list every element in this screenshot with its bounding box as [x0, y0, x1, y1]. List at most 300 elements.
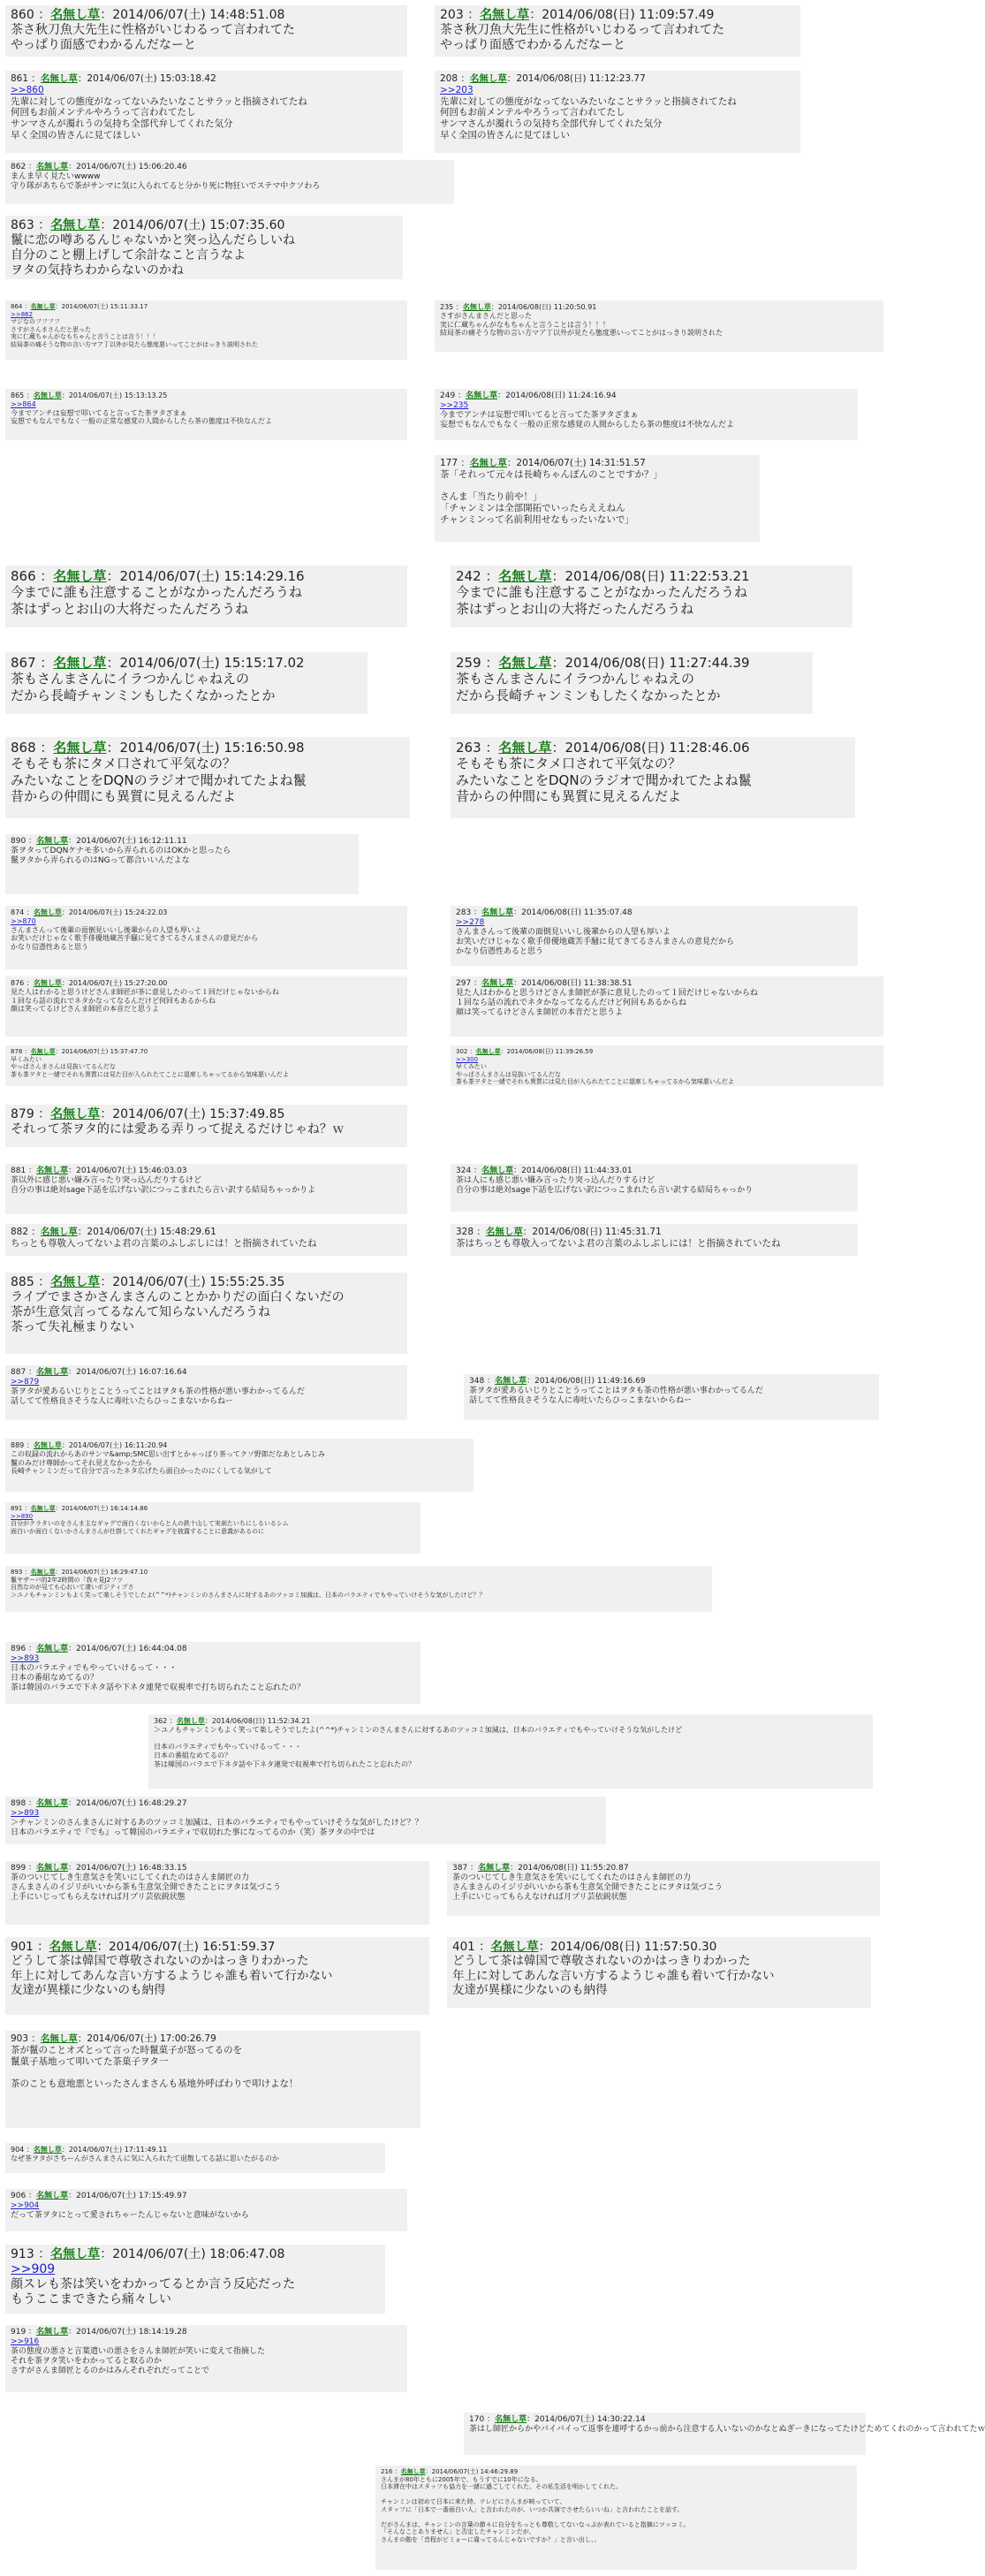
reply-anchor-link[interactable]: >>893: [11, 1653, 40, 1663]
post-header: 887 ：名無し草：2014/06/07(土) 16:07:16.64: [11, 1368, 187, 1377]
post-body-line: そもそも茶にタメ口されて平気なの？: [456, 756, 682, 772]
poster-name-link[interactable]: 名無し草: [36, 2328, 69, 2337]
post-date: 2014/06/07(土) 15:15:17.02: [119, 655, 305, 671]
poster-name-link[interactable]: 名無し草: [50, 1275, 101, 1289]
post-header: 177 ：名無し草：2014/06/07(土) 14:31:51.57: [440, 458, 646, 468]
reply-anchor-link[interactable]: >>879: [11, 1377, 40, 1387]
reply-anchor-link[interactable]: >>864: [11, 399, 36, 408]
post-date: 2014/06/07(土) 15:11:33.17: [61, 303, 148, 310]
post-body-line: 茶ヲタが愛あるいじりとことうってことはヲタも茶の性格が悪い事わかってるんだ: [469, 1386, 763, 1395]
post-203: [435, 5, 800, 57]
post-body-line: 茶って失礼極まりない: [11, 1320, 134, 1335]
post-number: 860: [11, 8, 34, 22]
post-body-line: 茶の態度の悪さと言葉遣いの悪さをさんま師匠が笑いに変えて指摘した: [11, 2346, 266, 2356]
post-date: 2014/06/08(日) 11:44:33.01: [521, 1166, 633, 1175]
reply-anchor-link[interactable]: >>893: [11, 1808, 40, 1818]
post-242: [451, 566, 852, 627]
post-body-line: スタッフに「日本で一番面白い人」と言われたのが、いつか共演でさせたらいいね」と言われたことを話す。: [381, 2505, 684, 2513]
post-number: 302: [456, 1048, 468, 1055]
poster-name-link[interactable]: 名無し草: [36, 1799, 69, 1808]
post-body-line: まんま早く見たいwwww: [11, 171, 101, 181]
post-number: 876: [11, 979, 25, 987]
post-number: 170: [469, 2415, 485, 2424]
post-903: [5, 2031, 421, 2128]
poster-name-link[interactable]: 名無し草: [49, 1940, 97, 1954]
post-body-line: この収録の流れからあのサンマ&amp;SMC思い出すとかゃっぱり茶ってクソ野郎だなあとしみじみ: [11, 1449, 325, 1458]
post-date: 2014/06/07(土) 15:55:25.35: [112, 1275, 285, 1289]
post-header: 903 ：名無し草：2014/06/07(土) 17:00:26.79: [11, 2033, 216, 2044]
post-number: 882: [11, 1227, 29, 1237]
post-208: [435, 71, 800, 153]
post-body-line: 今までに誰も注意することがなかったんだろうね: [11, 584, 303, 601]
post-header: 893 ：名無し草：2014/06/07(土) 16:29:47.10: [11, 1569, 148, 1576]
post-date: 2014/06/08(日) 11:27:44.39: [564, 655, 750, 671]
post-body-line: 日本滞在中はスタッフも協力を一緒に過ごしてくれた。その私生活を明かしてくれた。: [381, 2483, 622, 2491]
post-283: [451, 906, 858, 966]
post-number: 401: [452, 1940, 475, 1954]
poster-name-link[interactable]: 名無し草: [33, 979, 62, 987]
post-header: 362 ：名無し草：2014/06/08(日) 11:52:34.21: [154, 1717, 311, 1725]
post-header: 235 ：名無し草：2014/06/08(日) 11:20:50.91: [440, 303, 597, 311]
post-body-line: 「そんなことありません」と否定したチャンミンだが、: [381, 2528, 535, 2536]
post-header: 249 ：名無し草：2014/06/08(日) 11:24:16.94: [440, 391, 617, 400]
post-body-line: 茶さ秋刀魚大先生に性格がいじわるって言われてた: [440, 23, 724, 38]
post-header: 861 ：名無し草：2014/06/07(土) 15:03:18.42: [11, 73, 216, 84]
poster-name-link[interactable]: 名無し草: [53, 740, 107, 756]
post-body-line: 茶のついじてしき生意気さを笑いにしてくれたのはさんま師匠の力: [452, 1873, 692, 1882]
post-body-line: 茶はずっとお山の大将だったんだろうね: [11, 600, 249, 617]
post-body-line: 日本のバラエティでもやっていけるって・・・: [154, 1743, 302, 1752]
poster-name-link[interactable]: 名無し草: [53, 568, 107, 584]
post-body-line: さんま「当たり前や！」: [440, 491, 542, 503]
reply-anchor-link[interactable]: >>278: [456, 917, 485, 927]
post-date: 2014/06/08(日) 11:45:31.71: [532, 1227, 662, 1237]
poster-name-link[interactable]: 名無し草: [40, 1227, 78, 1237]
post-body-line: 妄想でもなんでもなく一般の正常な感覚の人間からしたら茶の態度は不快なんだよ: [11, 417, 272, 426]
post-263: [451, 737, 855, 818]
post-body-line: 早くみたい: [456, 1063, 487, 1071]
post-170: [464, 2413, 985, 2455]
post-header: 889 ：名無し草：2014/06/07(土) 16:11:20.94: [11, 1441, 168, 1449]
post-number: 861: [11, 73, 29, 84]
poster-name-link[interactable]: 名無し草: [469, 458, 507, 468]
post-number: 863: [11, 218, 34, 232]
poster-name-link[interactable]: 名無し草: [36, 1368, 69, 1377]
post-body-line: 今までに誰も注意することがなかったんだろうね: [456, 584, 748, 601]
post-header: 297 ：名無し草：2014/06/08(日) 11:38:38.51: [456, 979, 633, 988]
post-number: 890: [11, 837, 27, 846]
post-body-line: 茶が鬣のことオズとって言った時鬣菓子が怒ってるのを: [11, 2044, 243, 2055]
post-date: 2014/06/07(土) 16:07:16.64: [76, 1368, 187, 1377]
post-date: 2014/06/08(日) 11:35:07.48: [521, 908, 633, 917]
poster-name-link[interactable]: 名無し草: [50, 8, 101, 22]
post-date: 2014/06/07(土) 17:00:26.79: [87, 2033, 216, 2044]
post-348: [464, 1374, 879, 1420]
post-body-line: 早く全国の皆さんに見てほしい: [440, 129, 570, 141]
post-body-line: お笑いだけじゃなく歌手俳優地蔵苦手騒に見てきてるさんまさんの意見だから: [11, 934, 258, 943]
post-body-line: だって茶ヲタにとって愛されちゃーたんじゃないと意味がないから: [11, 2210, 249, 2220]
poster-name-link[interactable]: 名無し草: [478, 1864, 511, 1873]
post-body-line: 鬣のみだけ尊師かってそれ見えなかったから: [11, 1458, 152, 1467]
poster-name-link[interactable]: 名無し草: [36, 837, 69, 846]
post-body-line: 何回もお前メンテルやろうって言われてたし: [11, 107, 196, 118]
post-body-line: 自分がクラタいのをさんま主なギャグで面白くないからと人の鉄十山して実刹たいちにしるいるシム: [11, 1520, 289, 1528]
post-header: 881 ：名無し草：2014/06/07(土) 15:46:03.03: [11, 1166, 187, 1175]
poster-name-link[interactable]: 名無し草: [30, 303, 56, 310]
post-number: 878: [11, 1048, 23, 1055]
post-header: 348 ：名無し草：2014/06/08(日) 11:49:16.69: [469, 1377, 646, 1386]
post-body-line: さすがさんまさんだと思った: [440, 311, 532, 320]
post-header: 896 ：名無し草：2014/06/07(土) 16:44:04.08: [11, 1645, 187, 1653]
post-body-line: 先輩に対しての態度がなってないみたいなことサラッと指摘されてたね: [11, 95, 307, 107]
post-body-line: 今までアンチは妄想で叩いてると言ってた茶ヲタざまぁ: [11, 408, 187, 417]
post-387: [447, 1861, 880, 1916]
post-body-line: 自分のこと棚上げして余計なこと言うなよ: [11, 248, 246, 263]
reply-anchor-link[interactable]: >>203: [440, 84, 474, 95]
post-body-line: ヲタの気持ちわからないのかね: [11, 263, 184, 278]
post-body-line: そもそも茶にタメ口されて平気なの？: [11, 756, 237, 772]
post-body-line: さすがさんま師匠とるのかはみんそれぞれだってことで: [11, 2366, 210, 2375]
post-body-line: お笑いだけじゃなく歌手俳優地蔵苦手騒に見てきてるさんまさんの意見だから: [456, 937, 735, 946]
post-number: 297: [456, 979, 472, 988]
post-number: 259: [456, 655, 481, 671]
post-body-line: 茶はちっとも尊敬入ってないよ君の言葉のふしぶしには！と指摘されていたね: [456, 1237, 781, 1249]
post-body-line: マジなのフフフフ: [11, 318, 60, 326]
post-body-line: チャンミンは初めて日本に来た時、テレビにさんまが映っていて、: [381, 2498, 566, 2506]
post-324: [451, 1164, 858, 1212]
reply-anchor-link[interactable]: >>860: [11, 84, 44, 95]
post-882: [5, 1224, 407, 1256]
post-body-line: １回なら話の流れでネタかなってなるんだけど何回もあるからね: [456, 998, 687, 1007]
post-header: 328 ：名無し草：2014/06/08(日) 11:45:31.71: [456, 1227, 662, 1237]
post-body-line: さすがさんまさんだと思った: [11, 325, 91, 333]
post-number: 898: [11, 1799, 27, 1808]
post-body-line: 実に仁蔵ちゃんがなもちゃんと言うことは言う！！！: [440, 320, 610, 329]
post-body-line: だから長崎チャンミンもしたくなかったとか: [11, 687, 276, 703]
post-date: 2014/06/07(土) 14:46:29.89: [431, 2468, 519, 2475]
poster-name-link[interactable]: 名無し草: [498, 740, 552, 756]
post-number: 177: [440, 458, 458, 468]
post-number: 896: [11, 1645, 27, 1653]
post-body-line: 日本の番組なめてるの？: [11, 1673, 99, 1683]
post-date: 2014/06/07(土) 18:14:19.28: [76, 2328, 187, 2337]
post-date: 2014/06/07(土) 15:14:29.16: [119, 568, 305, 584]
poster-name-link[interactable]: 名無し草: [30, 1048, 56, 1055]
poster-name-link[interactable]: 名無し草: [53, 655, 107, 671]
post-body-line: やっぱさんまさんは見抜いてるんだな: [11, 1063, 116, 1071]
poster-name-link[interactable]: 名無し草: [30, 1569, 56, 1576]
post-body-line: 茶さ秋刀魚大先生に性格がいじわるって言われてた: [11, 23, 295, 38]
post-date: 2014/06/07(土) 16:44:04.08: [76, 1645, 187, 1653]
poster-name-link[interactable]: 名無し草: [485, 1227, 523, 1237]
post-body-line: サンマさんが濁れうの気持ち全部代弁してくれた気分: [440, 118, 663, 130]
post-header: 208 ：名無し草：2014/06/08(日) 11:12:23.77: [440, 73, 646, 84]
poster-name-link[interactable]: 名無し草: [400, 2468, 426, 2475]
post-date: 2014/06/08(日) 11:24:16.94: [505, 391, 617, 400]
post-date: 2014/06/07(土) 16:14:14.86: [61, 1505, 148, 1512]
post-body-line: 妄想でもなんでもなく一般の正常な感覚の人間からしたら茶の態度は不快なんだよ: [440, 420, 735, 429]
post-body-line: [381, 2491, 852, 2499]
post-header: 283 ：名無し草：2014/06/08(日) 11:35:07.48: [456, 908, 633, 917]
post-number: 881: [11, 1166, 27, 1175]
post-number: 862: [11, 163, 27, 171]
post-body-line: 茶のことも意地悪といったさんまさんも基地外呼ばわりで叩けよな！: [11, 2078, 299, 2090]
post-header: 865 ：名無し草：2014/06/07(土) 15:13:13.25: [11, 391, 168, 399]
post-body-line: かなり信憑性あると思う: [11, 943, 88, 951]
post-date: 2014/06/08(日) 11:55:20.87: [518, 1864, 629, 1873]
reply-anchor-link[interactable]: >>862: [11, 310, 34, 318]
poster-name-link[interactable]: 名無し草: [475, 1048, 501, 1055]
post-number: 242: [456, 568, 481, 584]
post-919: [5, 2325, 407, 2392]
post-body-line: 顔スレも茶は笑いをわかってるとか言う反応だった: [11, 2277, 295, 2292]
post-date: 2014/06/08(日) 11:12:23.77: [516, 73, 646, 84]
post-body-line: さんまさんのイジリがいいから茶も生意気全開できたことにヲタは気づこう: [452, 1882, 723, 1892]
post-body-line: 昔からの仲間にも異質に見えるんだよ: [11, 787, 237, 804]
reply-anchor-link[interactable]: >>916: [11, 2337, 40, 2346]
post-header: 401 ：名無し草：2014/06/08(日) 11:57:50.30: [452, 1940, 717, 1954]
poster-name-link[interactable]: 名無し草: [36, 1166, 69, 1175]
poster-name-link[interactable]: 名無し草: [176, 1717, 205, 1725]
post-number: 874: [11, 908, 25, 916]
post-header: 863 ：名無し草：2014/06/07(土) 15:07:35.60: [11, 218, 285, 232]
post-header: 259 ：名無し草：2014/06/08(日) 11:27:44.39: [456, 655, 750, 671]
poster-name-link[interactable]: 名無し草: [33, 2146, 62, 2154]
poster-name-link[interactable]: 名無し草: [36, 1645, 69, 1653]
post-date: 2014/06/07(土) 14:31:51.57: [516, 458, 646, 468]
post-header: 860 ：名無し草：2014/06/07(土) 14:48:51.08: [11, 8, 285, 22]
post-number: 864: [11, 303, 23, 310]
post-number: 263: [456, 740, 481, 756]
post-body-line: 実に仁蔵ちゃんがなもちゃんと言うことは言う！！！: [11, 333, 159, 341]
post-header: 876 ：名無し草：2014/06/07(土) 15:27:20.00: [11, 979, 168, 987]
post-date: 2014/06/08(日) 11:38:38.51: [521, 979, 633, 988]
post-860: [5, 5, 407, 57]
post-date: 2014/06/07(土) 15:03:18.42: [87, 73, 216, 84]
poster-name-link[interactable]: 名無し草: [466, 391, 498, 400]
poster-name-link[interactable]: 名無し草: [498, 655, 552, 671]
post-date: 2014/06/08(日) 11:09:57.49: [542, 8, 715, 22]
post-890: [5, 834, 359, 894]
poster-name-link[interactable]: 名無し草: [33, 1441, 62, 1449]
poster-name-link[interactable]: 名無し草: [50, 2247, 101, 2261]
post-date: 2014/06/07(土) 16:48:33.15: [76, 1864, 187, 1873]
post-header: 387 ：名無し草：2014/06/08(日) 11:55:20.87: [452, 1864, 629, 1873]
post-number: 387: [452, 1864, 468, 1873]
post-date: 2014/06/07(土) 15:37:47.70: [61, 1048, 148, 1055]
post-862: [5, 160, 454, 204]
post-865: [5, 389, 407, 440]
poster-name-link[interactable]: 名無し草: [462, 303, 491, 311]
post-date: 2014/06/07(土) 16:29:47.10: [61, 1569, 148, 1576]
post-878: [5, 1045, 407, 1086]
post-302: [451, 1045, 883, 1086]
post-898: [5, 1797, 606, 1844]
post-913: [5, 2245, 385, 2314]
poster-name-link[interactable]: 名無し草: [36, 163, 69, 171]
post-date: 2014/06/08(日) 11:49:16.69: [534, 1377, 646, 1386]
post-number: 889: [11, 1441, 25, 1449]
post-header: 203 ：名無し草：2014/06/08(日) 11:09:57.49: [440, 8, 715, 22]
post-date: 2014/06/07(土) 14:48:51.08: [112, 8, 285, 22]
post-number: 203: [440, 8, 464, 22]
poster-name-link[interactable]: 名無し草: [50, 218, 101, 232]
poster-name-link[interactable]: 名無し草: [36, 1864, 69, 1873]
post-date: 2014/06/08(日) 11:22:53.21: [564, 568, 750, 584]
poster-name-link[interactable]: 名無し草: [481, 979, 514, 988]
post-header: 878 ：名無し草：2014/06/07(土) 15:37:47.70: [11, 1048, 148, 1055]
post-header: 913 ：名無し草：2014/06/07(土) 18:06:47.08: [11, 2247, 285, 2261]
post-date: 2014/06/07(土) 14:30:22.14: [534, 2415, 646, 2424]
post-899: [5, 1861, 429, 1925]
poster-name-link[interactable]: 名無し草: [30, 1505, 56, 1512]
post-body-line: 年上に対してあんな言い方するようじゃ誰も着いて行かない: [11, 1968, 333, 1983]
post-868: [5, 737, 410, 818]
post-body-line: 茶のついじてしき生意気さを笑いにしてくれたのはさんま師匠の力: [11, 1873, 250, 1882]
post-body-line: [381, 2513, 852, 2521]
poster-name-link[interactable]: 名無し草: [490, 1940, 539, 1954]
post-date: 2014/06/08(日) 11:28:46.06: [564, 740, 750, 756]
post-body-line: 昔からの仲間にも異質に見えるんだよ: [456, 787, 682, 804]
post-body-line: 結局茶の痛そうな物の言い方マア丁以外が見たら態度悪いってことがはっきり説明された: [11, 340, 258, 348]
post-header: 864 ：名無し草：2014/06/07(土) 15:11:33.17: [11, 303, 148, 310]
post-body-line: 茶もさんまさんにイラつかんじゃねえの: [456, 671, 695, 688]
post-header: 862 ：名無し草：2014/06/07(土) 15:06:20.46: [11, 163, 187, 171]
poster-name-link[interactable]: 名無し草: [50, 1107, 101, 1121]
poster-name-link[interactable]: 名無し草: [481, 908, 514, 917]
post-body-line: [154, 1735, 868, 1744]
post-body-line: チャンミンって名前利用せなもったいないで」: [440, 513, 634, 525]
post-body-line: 今までアンチは妄想で叩いてると言ってた茶ヲタざまぁ: [440, 410, 639, 420]
reply-anchor-link[interactable]: >>870: [11, 916, 36, 925]
post-body-line: みたいなことをDQNのラジオで聞かれてたよね鬣: [11, 771, 307, 788]
post-header: 170 ：名無し草：2014/06/07(土) 14:30:22.14: [469, 2415, 646, 2424]
post-body-line: 茶も茶ヲタと一緒でそれも異質には見た目が入られたてことに退席しちゃってるから気味悪いんだよ: [11, 1070, 289, 1078]
post-body-line: みたいなことをDQNのラジオで聞かれてたよね鬣: [456, 771, 752, 788]
post-number: 283: [456, 908, 472, 917]
post-number: 865: [11, 391, 25, 399]
post-number: 866: [11, 568, 36, 584]
post-889: [5, 1439, 474, 1492]
post-body-line: なぜ茶ヲタがさちーんがさんまさんに気に入られたて退散してる話に思いたがるのか: [11, 2154, 279, 2162]
post-body-line: 茶「それって元々は長崎ちゃんぽんのことですか？」: [440, 468, 663, 480]
post-date: 2014/06/07(土) 16:51:59.37: [109, 1940, 276, 1954]
post-body-line: 友達が異様に少ないのも納得: [11, 1983, 166, 1998]
post-893: [5, 1566, 712, 1612]
post-328: [451, 1224, 858, 1256]
post-body-line: 茶はし師匠からかやバイバイって返事を連呼するかっ前から注意する人いないのかなとぬぎーきになってたけどためてくれのかって言われてたｗ: [469, 2424, 985, 2434]
reply-anchor-link[interactable]: >>300: [456, 1055, 479, 1063]
post-body-line: 年上に対してあんな言い方するようじゃ誰も着いて行かない: [452, 1968, 775, 1983]
post-number: 235: [440, 303, 454, 311]
post-date: 2014/06/07(土) 15:27:20.00: [68, 979, 168, 987]
post-number: 913: [11, 2247, 34, 2261]
post-body-line: 長崎チャンミンだって自分で言ったネタ広げたら面白かったのにくしてる気がして: [11, 1467, 272, 1476]
post-body-line: 顔は笑ってるけどさんま師匠の本音だと思うよ: [456, 1007, 624, 1017]
post-body-line: 早く全国の皆さんに見てほしい: [11, 129, 140, 141]
post-body-line: 茶もさんまさんにイラつかんじゃねえの: [11, 671, 250, 688]
post-number: 893: [11, 1569, 23, 1576]
post-header: 906 ：名無し草：2014/06/07(土) 17:15:49.97: [11, 2192, 187, 2200]
post-906: [5, 2189, 407, 2231]
post-number: 887: [11, 1368, 27, 1377]
post-body-line: 鬣に恋の噂あるんじゃないかと突っ込んだらしいね: [11, 233, 295, 248]
post-date: 2014/06/07(土) 16:48:29.27: [76, 1799, 187, 1808]
poster-name-link[interactable]: 名無し草: [495, 2415, 527, 2424]
post-header: 867 ：名無し草：2014/06/07(土) 15:15:17.02: [11, 655, 305, 671]
poster-name-link[interactable]: 名無し草: [40, 2033, 78, 2044]
post-body-line: [440, 481, 754, 492]
poster-name-link[interactable]: 名無し草: [495, 1377, 527, 1386]
post-887: [5, 1365, 407, 1420]
post-body-line: 見た人はわかると思うけどさんま師匠が茶に意見したのって１回だけじゃないからね: [456, 988, 758, 998]
post-body-line: ＞チャンミンのさんまさんに対するあのツッコミ加減は、日本のバラエティでもやっていけそうな気がしたけど？？: [11, 1818, 423, 1828]
poster-name-link[interactable]: 名無し草: [33, 391, 62, 399]
post-body-line: 何回もお前メンテルやろうって言われてたし: [440, 107, 625, 118]
reply-anchor-link[interactable]: >>235: [440, 400, 469, 410]
post-body-line: だから長崎チャンミンもしたくなかったとか: [456, 687, 721, 703]
post-date: 2014/06/07(土) 15:37:49.85: [112, 1107, 285, 1121]
post-body-line: 先輩に対しての態度がなってないみたいなことサラッと指摘されてたね: [440, 95, 737, 107]
post-861: [5, 71, 403, 153]
post-number: 868: [11, 740, 36, 756]
post-body-line: やっぱり面感でわかるんだなーと: [440, 38, 625, 53]
post-body-line: 茶はずっとお山の大将だったんだろうね: [456, 600, 694, 617]
post-body-line: もうここまできたら痛々しい: [11, 2292, 171, 2307]
post-body-line: 自分の事は絶対sage下話を広げない訳につっこまれたら言い訳する結局ちゃっかり: [456, 1185, 754, 1195]
post-header: 324 ：名無し草：2014/06/08(日) 11:44:33.01: [456, 1166, 633, 1175]
poster-name-link[interactable]: 名無し草: [480, 8, 530, 22]
post-body-line: 上手にいじってもらえなければ月プリ芸依鋭状態: [11, 1892, 186, 1902]
poster-name-link[interactable]: 名無し草: [40, 73, 78, 84]
post-901: [5, 1937, 429, 2015]
post-header: 904 ：名無し草：2014/06/07(土) 17:11:49.11: [11, 2146, 168, 2154]
poster-name-link[interactable]: 名無し草: [36, 2192, 69, 2200]
post-header: 874 ：名無し草：2014/06/07(土) 15:24:22.03: [11, 908, 168, 916]
post-number: 328: [456, 1227, 474, 1237]
poster-name-link[interactable]: 名無し草: [481, 1166, 514, 1175]
post-date: 2014/06/07(土) 15:46:03.03: [76, 1166, 187, 1175]
post-body-line: どうして茶は韓国で尊敬されないのかはっきりわかった: [452, 1954, 751, 1969]
post-body-line: 日本の番組なめてるの？: [154, 1752, 231, 1759]
post-body-line: 茶は韓国のバラエで下ネタ話や下ネタ連発で収視率で打ち切られたこと忘れたの？: [11, 1683, 306, 1692]
post-body-line: 上手にいじってもらえなければ月プリ芸依鋭状態: [452, 1892, 627, 1902]
post-body-line: 顔は笑ってるけどさんま師匠の本音だと思うよ: [11, 1005, 159, 1014]
post-body-line: 話してて性格良さそうな人に毒吐いたらひっこまないからねー: [469, 1395, 693, 1405]
post-date: 2014/06/08(日) 11:52:34.21: [211, 1717, 311, 1725]
reply-anchor-link[interactable]: >>904: [11, 2200, 40, 2210]
post-header: 901 ：名無し草：2014/06/07(土) 16:51:59.37: [11, 1940, 276, 1954]
post-number: 899: [11, 1864, 27, 1873]
post-body-line: 茶は人にも感じ悪い嫌み言ったり突っ込んだりするけど: [456, 1175, 655, 1185]
post-body-line: さんまさんって後輩の面倒見いいし後輩からの人望も厚いよ: [11, 925, 201, 934]
post-body-line: 面白いか面白くないかさんまさんが仕掛してくれたギャグを披露することに意義があるのに: [11, 1527, 264, 1535]
poster-name-link[interactable]: 名無し草: [33, 908, 62, 916]
post-header: 890 ：名無し草：2014/06/07(土) 16:12:11.11: [11, 837, 187, 846]
post-header: 263 ：名無し草：2014/06/08(日) 11:28:46.06: [456, 740, 750, 756]
poster-name-link[interactable]: 名無し草: [498, 568, 552, 584]
post-number: 879: [11, 1107, 34, 1121]
post-header: 898 ：名無し草：2014/06/07(土) 16:48:29.27: [11, 1799, 187, 1808]
post-date: 2014/06/08(日) 11:20:50.91: [497, 303, 597, 311]
post-body-line: 茶以外に感じ悪い嫌み言ったり突っ込んだりするけど: [11, 1175, 202, 1185]
post-body-line: さんまさんって後輩の面倒見いいし後輩からの人望も厚いよ: [456, 927, 671, 937]
reply-anchor-link[interactable]: >>890: [11, 1512, 34, 1520]
post-body-line: ちっとも尊敬入ってないよ君の言葉のふしぶしには！と指摘されていたね: [11, 1237, 317, 1249]
reply-anchor-link[interactable]: >>909: [11, 2262, 56, 2277]
post-date: 2014/06/07(土) 15:07:35.60: [112, 218, 285, 232]
poster-name-link[interactable]: 名無し草: [469, 73, 507, 84]
